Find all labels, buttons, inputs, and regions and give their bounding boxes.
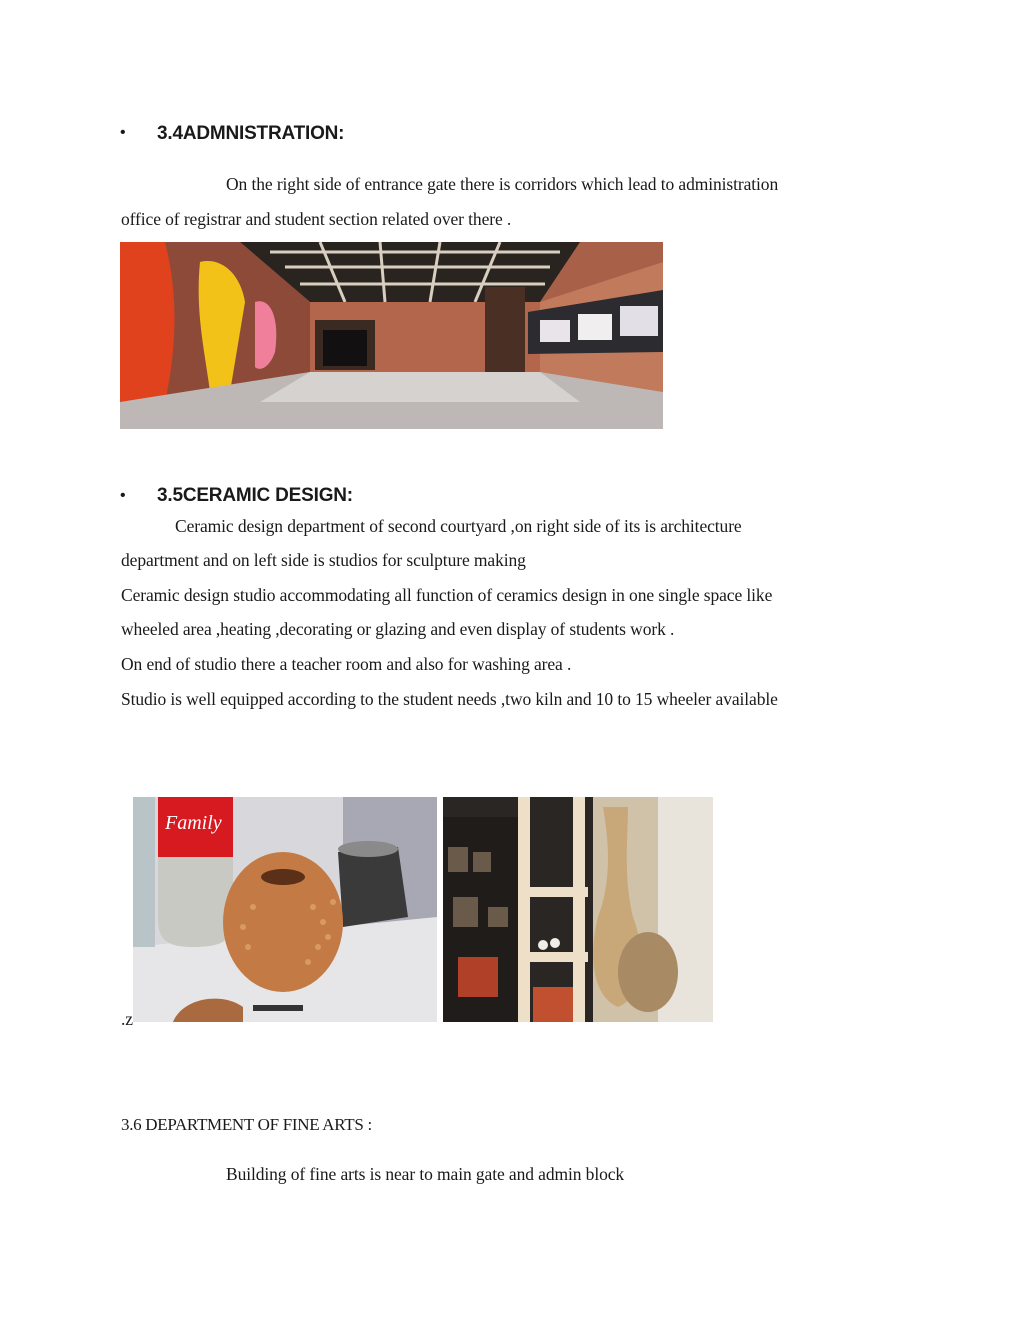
stray-text: .z [121, 1009, 133, 1029]
heading-ceramic-design: 3.5CERAMIC DESIGN: [157, 485, 353, 506]
ceramic-line-1: Ceramic design department of second courtyard ,on right side of its is architecture [175, 516, 742, 536]
fine-arts-line-1: Building of fine arts is near to main gate and admin block [226, 1164, 625, 1184]
corridor-photo [120, 242, 663, 429]
heading-fine-arts: 3.6 DEPARTMENT OF FINE ARTS : [121, 1115, 372, 1134]
ceramic-line-6: Studio is well equipped according to the student needs ,two kiln and 10 to 15 wheeler available [121, 689, 778, 709]
ceramic-line-3: Ceramic design studio accommodating all function of ceramics design in one single space like [121, 585, 773, 605]
bullet-3-5: • [120, 487, 126, 504]
bullet-3-4: • [120, 124, 126, 141]
heading-administration: 3.4ADMNISTRATION: [157, 123, 345, 144]
clay-pot-photo [133, 797, 437, 1022]
svg-text:Family: Family [165, 812, 222, 834]
administration-line-1: On the right side of entrance gate there is corridors which lead to administration [226, 174, 779, 194]
ceramic-line-4: wheeled area ,heating ,decorating or glazing and even display of students work . [121, 619, 675, 639]
studio-shelves-photo [443, 797, 713, 1022]
ceramic-line-2: department and on left side is studios for sculpture making [121, 550, 526, 570]
ceramic-line-5: On end of studio there a teacher room and also for washing area . [121, 654, 572, 674]
administration-line-2: office of registrar and student section related over there . [121, 209, 512, 229]
